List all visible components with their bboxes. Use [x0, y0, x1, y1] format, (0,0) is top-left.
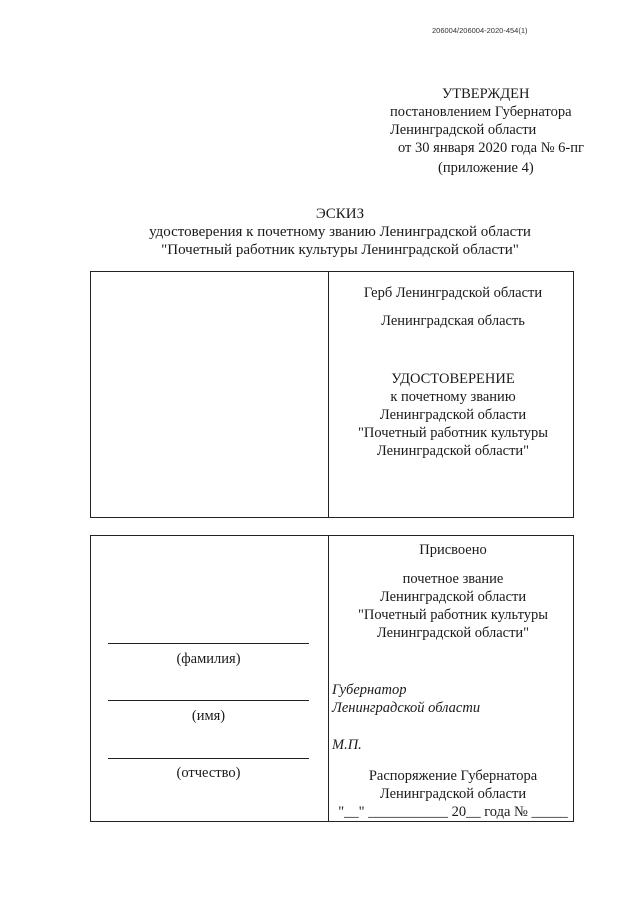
cert-line-3: "Почетный работник культуры — [357, 425, 548, 441]
cert-title: УДОСТОВЕРЕНИЕ — [391, 371, 515, 387]
cert-line-1: к почетному званию — [390, 389, 516, 405]
title-line-2: Ленинградской области — [379, 589, 527, 605]
order-line-2: Ленинградской области — [379, 786, 527, 802]
cover-divider — [328, 272, 329, 517]
title-line-1: почетное звание — [402, 571, 504, 587]
name-caption: (имя) — [191, 708, 226, 724]
sketch-heading — [0, 205, 640, 259]
governor-line-1: Губернатор — [332, 682, 407, 698]
cover-text — [331, 370, 575, 460]
name-line — [108, 700, 309, 701]
title-block — [331, 570, 575, 642]
title-line-3: "Почетный работник культуры — [357, 607, 548, 623]
approval-line-2: Ленинградской области — [390, 122, 537, 138]
sketch-line-2: "Почетный работник культуры Ленинградской области" — [161, 242, 519, 258]
certificate-cover — [90, 271, 574, 518]
inner-divider — [328, 536, 329, 821]
patronymic-line — [108, 758, 309, 759]
sketch-line-1: удостоверения к почетному званию Ленинградской области — [149, 224, 531, 240]
order-block — [331, 767, 575, 821]
surname-line — [108, 643, 309, 644]
surname-caption: (фамилия) — [176, 651, 241, 667]
title-line-4: Ленинградской области" — [376, 625, 530, 641]
approval-block — [380, 85, 610, 177]
approval-line-3: от 30 января 2020 года № 6-пг — [398, 140, 584, 156]
order-line-1: Распоряжение Губернатора — [368, 768, 538, 784]
cert-line-2: Ленинградской области — [379, 407, 527, 423]
stamp-label: М.П. — [332, 737, 362, 753]
sketch-title: ЭСКИЗ — [315, 206, 365, 222]
awarded-label: Присвоено — [419, 542, 487, 558]
emblem-label: Герб Ленинградской области — [363, 285, 543, 301]
approval-line-1: постановлением Губернатора — [390, 104, 572, 120]
certificate-inner — [90, 535, 574, 822]
patronymic-caption: (отчество) — [176, 765, 241, 781]
approval-title: УТВЕРЖДЕН — [442, 86, 530, 102]
document-number: 206004/206004-2020-454(1) — [432, 26, 528, 35]
governor-signature — [332, 681, 480, 717]
governor-line-2: Ленинградской области — [332, 700, 481, 716]
region-label: Ленинградская область — [381, 313, 525, 329]
order-line-3: "__" ___________ 20__ года № _____ — [338, 804, 568, 820]
cert-line-4: Ленинградской области" — [376, 443, 530, 459]
approval-appendix: (приложение 4) — [438, 160, 534, 176]
